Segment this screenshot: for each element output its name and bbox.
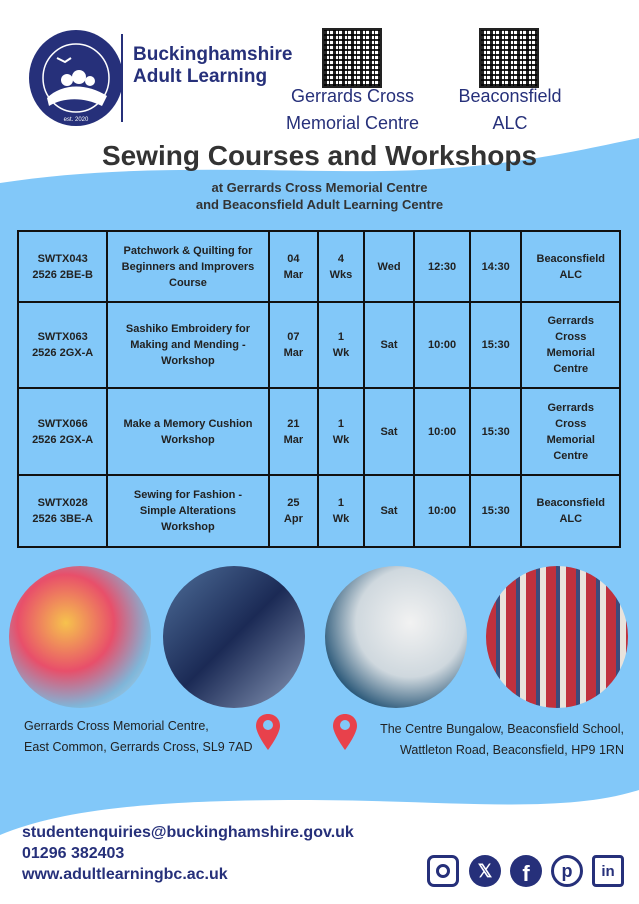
cell-course-title bbox=[107, 475, 268, 547]
start-date-text: 04 bbox=[287, 252, 300, 265]
day-text: Sat bbox=[380, 339, 398, 351]
address-beaconsfield bbox=[380, 719, 624, 761]
start-date-text: Apr bbox=[283, 513, 303, 525]
cell-end-time bbox=[470, 231, 522, 302]
code-text: SWTX043 bbox=[37, 252, 88, 265]
cell-course-title bbox=[107, 302, 268, 388]
qr-code-beaconsfield[interactable] bbox=[479, 28, 539, 88]
instagram-icon[interactable] bbox=[427, 855, 459, 887]
linkedin-icon[interactable]: in bbox=[592, 855, 624, 887]
address-line: East Common, Gerrards Cross, SL9 7AD bbox=[24, 740, 253, 754]
cell-venue bbox=[521, 302, 620, 388]
org-name bbox=[133, 44, 292, 88]
start-date-text: Mar bbox=[283, 433, 304, 446]
end-time-text: 14:30 bbox=[481, 260, 510, 273]
day-text: Sat bbox=[380, 505, 398, 517]
cell-duration bbox=[318, 231, 364, 302]
address-line: The Centre Bungalow, Beaconsfield School, bbox=[380, 722, 624, 736]
qr-code-gerrards-cross[interactable] bbox=[322, 28, 382, 88]
subtitle-line1: at Gerrards Cross Memorial Centre bbox=[211, 180, 428, 195]
org-name-line1: Buckinghamshire bbox=[133, 44, 293, 65]
duration-text: 1 bbox=[337, 417, 344, 430]
cell-start-date bbox=[269, 231, 318, 302]
venue-text: Gerrards Cross Memorial Centre bbox=[546, 315, 595, 375]
venue-text: Beaconsfield ALC bbox=[536, 252, 605, 281]
start-time-text: 10:00 bbox=[428, 505, 457, 517]
start-date-text: 25 bbox=[287, 497, 300, 509]
qr-label-line: Beaconsfield bbox=[458, 86, 562, 106]
email-link[interactable]: studentenquiries@buckinghamshire.gov.uk bbox=[22, 824, 354, 841]
venue-text: Gerrards Cross Memorial Centre bbox=[546, 401, 595, 462]
table-row bbox=[18, 475, 620, 547]
cell-duration bbox=[318, 475, 364, 547]
council-logo bbox=[27, 28, 125, 128]
cell-venue bbox=[521, 475, 620, 547]
cell-code bbox=[18, 388, 107, 475]
cell-day bbox=[364, 302, 415, 388]
cell-code bbox=[18, 231, 107, 302]
x-icon[interactable]: 𝕏 bbox=[469, 855, 501, 887]
cell-course-title bbox=[107, 231, 268, 302]
course-title-text: Sashiko Embroidery for Making and Mending - Workshop bbox=[125, 323, 251, 367]
start-time-text: 10:00 bbox=[428, 425, 457, 438]
page-title: Sewing Courses and Workshops bbox=[101, 140, 538, 171]
duration-text: Wk bbox=[332, 513, 350, 525]
address-gerrards-cross bbox=[24, 716, 253, 758]
cell-day bbox=[364, 475, 415, 547]
cell-end-time bbox=[470, 475, 522, 547]
duration-text: Wk bbox=[332, 347, 350, 359]
cell-end-time bbox=[470, 302, 522, 388]
end-time-text: 15:30 bbox=[481, 339, 510, 351]
cell-start-time bbox=[414, 302, 470, 388]
duration-text: 1 bbox=[337, 497, 344, 509]
code-text: 2526 2GX-A bbox=[32, 433, 94, 446]
code-text: 2526 3BE-A bbox=[32, 513, 93, 525]
qr-label-line: ALC bbox=[492, 113, 528, 133]
cell-day bbox=[364, 231, 415, 302]
course-table bbox=[17, 230, 621, 548]
cell-start-date bbox=[269, 388, 318, 475]
cell-duration bbox=[318, 388, 364, 475]
photo-plaid-shirt bbox=[486, 566, 628, 708]
day-text: Sat bbox=[380, 425, 398, 438]
code-text: 2526 2GX-A bbox=[32, 347, 94, 359]
pinterest-icon[interactable]: p bbox=[551, 855, 583, 887]
qr-label-gerrards-cross bbox=[270, 83, 435, 137]
org-name-line2: Adult Learning bbox=[133, 66, 268, 87]
facebook-icon[interactable]: f bbox=[510, 855, 542, 887]
location-pin-icon bbox=[333, 714, 357, 750]
duration-text: 4 bbox=[337, 252, 344, 265]
code-text: SWTX063 bbox=[37, 331, 88, 343]
cell-venue bbox=[521, 388, 620, 475]
duration-text: Wks bbox=[329, 268, 353, 281]
course-title-text: Patchwork & Quilting for Beginners and Improvers Course bbox=[121, 244, 255, 289]
duration-text: 1 bbox=[337, 331, 344, 343]
course-title-text: Make a Memory Cushion Workshop bbox=[123, 417, 253, 446]
venue-text: Beaconsfield ALC bbox=[536, 497, 605, 525]
start-date-text: 07 bbox=[287, 331, 300, 343]
start-time-text: 12:30 bbox=[428, 260, 457, 273]
cell-duration bbox=[318, 302, 364, 388]
code-text: 2526 2BE-B bbox=[32, 268, 93, 281]
cell-code bbox=[18, 475, 107, 547]
cell-start-time bbox=[414, 231, 470, 302]
subtitle-line2: and Beaconsfield Adult Learning Centre bbox=[195, 197, 444, 212]
course-title-text: Sewing for Fashion - Simple Alterations Workshop bbox=[133, 489, 243, 533]
end-time-text: 15:30 bbox=[481, 505, 510, 517]
cell-start-date bbox=[269, 475, 318, 547]
duration-text: Wk bbox=[332, 433, 350, 446]
cell-code bbox=[18, 302, 107, 388]
table-row bbox=[18, 302, 620, 388]
cell-start-date bbox=[269, 302, 318, 388]
location-pin-icon bbox=[256, 714, 280, 750]
cell-end-time bbox=[470, 388, 522, 475]
divider bbox=[121, 34, 123, 122]
cell-course-title bbox=[107, 388, 268, 475]
address-line: Wattleton Road, Beaconsfield, HP9 1RN bbox=[400, 743, 624, 757]
cell-day bbox=[364, 388, 415, 475]
cell-start-time bbox=[414, 388, 470, 475]
end-time-text: 15:30 bbox=[481, 425, 510, 438]
website-link[interactable]: www.adultlearningbc.ac.uk bbox=[22, 866, 228, 883]
qr-label-line: Gerrards Cross bbox=[290, 86, 415, 106]
start-date-text: Mar bbox=[283, 347, 304, 359]
start-time-text: 10:00 bbox=[428, 339, 457, 351]
photo-fabric-stack bbox=[9, 566, 151, 708]
photo-sashiko bbox=[163, 566, 305, 708]
day-text: Wed bbox=[377, 260, 401, 273]
code-text: SWTX028 bbox=[37, 497, 88, 509]
code-text: SWTX066 bbox=[37, 417, 88, 430]
svg-text:est. 2020: est. 2020 bbox=[63, 117, 89, 123]
table-row bbox=[18, 231, 620, 302]
cell-start-time bbox=[414, 475, 470, 547]
photo-sewing-machine bbox=[325, 566, 467, 708]
qr-label-line: Memorial Centre bbox=[285, 113, 420, 133]
subtitle bbox=[0, 179, 639, 213]
address-line: Gerrards Cross Memorial Centre, bbox=[24, 719, 209, 733]
cell-venue bbox=[521, 231, 620, 302]
contact-info bbox=[22, 822, 354, 885]
phone-number: 01296 382403 bbox=[22, 845, 125, 862]
start-date-text: 21 bbox=[287, 417, 300, 430]
qr-label-beaconsfield bbox=[440, 83, 580, 137]
table-row bbox=[18, 388, 620, 475]
start-date-text: Mar bbox=[283, 268, 304, 281]
